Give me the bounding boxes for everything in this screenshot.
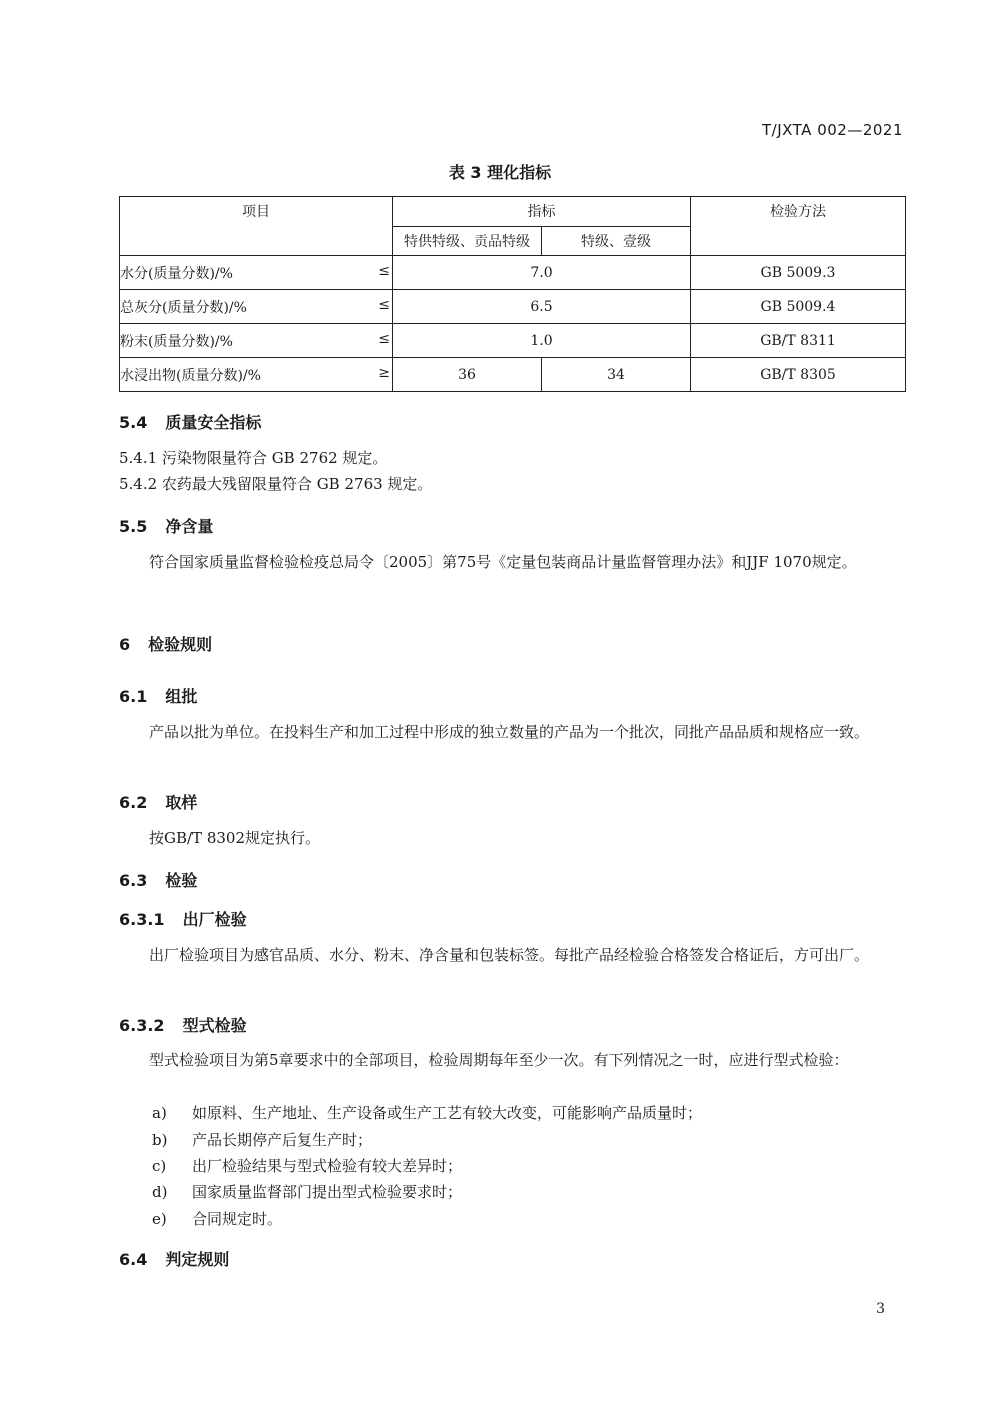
section-heading-6-4: 6.4 判定规则 [119,1250,230,1269]
row-item-name: 粉末(质量分数)/% [120,333,233,350]
table-title: 表 3 理化指标 [448,163,552,182]
row-value: 1.0 [393,324,691,358]
header-grade-b: 特级、壹级 [542,226,691,256]
physicochemical-table [119,196,906,392]
clause-5-4-2: 5.4.2 农药最大残留限量符合 GB 2763 规定。 [119,475,433,493]
paragraph-6-2: 按GB/T 8302规定执行。 [149,829,321,847]
row-item-name: 水浸出物(质量分数)/% [120,367,261,384]
header-index: 指标 [393,197,691,227]
paragraph-5-5: 符合国家质量监督检验检疫总局令〔2005〕第75号《定量包装商品计量监督管理办法》和JJF 1070规定。 [149,553,857,571]
row-method: GB 5009.4 [691,290,906,324]
list-item: c) 出厂检验结果与型式检验有较大差异时； [152,1157,463,1175]
row-value: 7.0 [393,256,691,290]
clause-5-4-1: 5.4.1 污染物限量符合 GB 2762 规定。 [119,449,388,467]
section-heading-6: 6 检验规则 [119,635,213,654]
document-number: T/JXTA 002—2021 [762,121,903,139]
page-number: 3 [876,1301,885,1317]
table-row [120,256,906,290]
row-method: GB 5009.3 [691,256,906,290]
list-item: d) 国家质量监督部门提出型式检验要求时； [152,1183,463,1201]
list-item: e) 合同规定时。 [152,1210,283,1228]
header-item: 项目 [120,197,393,256]
list-item: a) 如原料、生产地址、生产设备或生产工艺有较大改变，可能影响产品质量时； [152,1104,703,1122]
table-row [120,290,906,324]
table-row [120,324,906,358]
paragraph-6-3-2: 型式检验项目为第5章要求中的全部项目，检验周期每年至少一次。有下列情况之一时，应进行型式检验： [149,1051,849,1069]
section-heading-6-3-1: 6.3.1 出厂检验 [119,910,247,929]
row-value-b: 34 [542,358,691,392]
row-operator: ≥ [378,364,390,381]
row-operator: ≤ [378,330,390,347]
row-item-name: 水分(质量分数)/% [120,265,233,282]
paragraph-6-3-1: 出厂检验项目为感官品质、水分、粉末、净含量和包装标签。每批产品经检验合格签发合格证后，方可出厂。 [149,946,870,964]
section-heading-6-1: 6.1 组批 [119,687,198,706]
table-header-row [120,197,906,227]
row-value-a: 36 [393,358,542,392]
paragraph-6-1: 产品以批为单位。在投料生产和加工过程中形成的独立数量的产品为一个批次，同批产品品质和规格应一致。 [149,723,870,741]
section-heading-5-4: 5.4 质量安全指标 [119,413,262,432]
list-item: b) 产品长期停产后复生产时； [152,1131,373,1149]
row-method: GB/T 8305 [691,358,906,392]
header-grade-a: 特供特级、贡品特级 [393,226,542,256]
row-value: 6.5 [393,290,691,324]
header-method: 检验方法 [691,197,906,256]
section-heading-6-3: 6.3 检验 [119,871,198,890]
section-heading-5-5: 5.5 净含量 [119,517,214,536]
section-heading-6-2: 6.2 取样 [119,793,198,812]
row-operator: ≤ [378,296,390,313]
row-method: GB/T 8311 [691,324,906,358]
row-operator: ≤ [378,262,390,279]
table-row [120,358,906,392]
section-heading-6-3-2: 6.3.2 型式检验 [119,1016,247,1035]
row-item-name: 总灰分(质量分数)/% [120,299,247,316]
